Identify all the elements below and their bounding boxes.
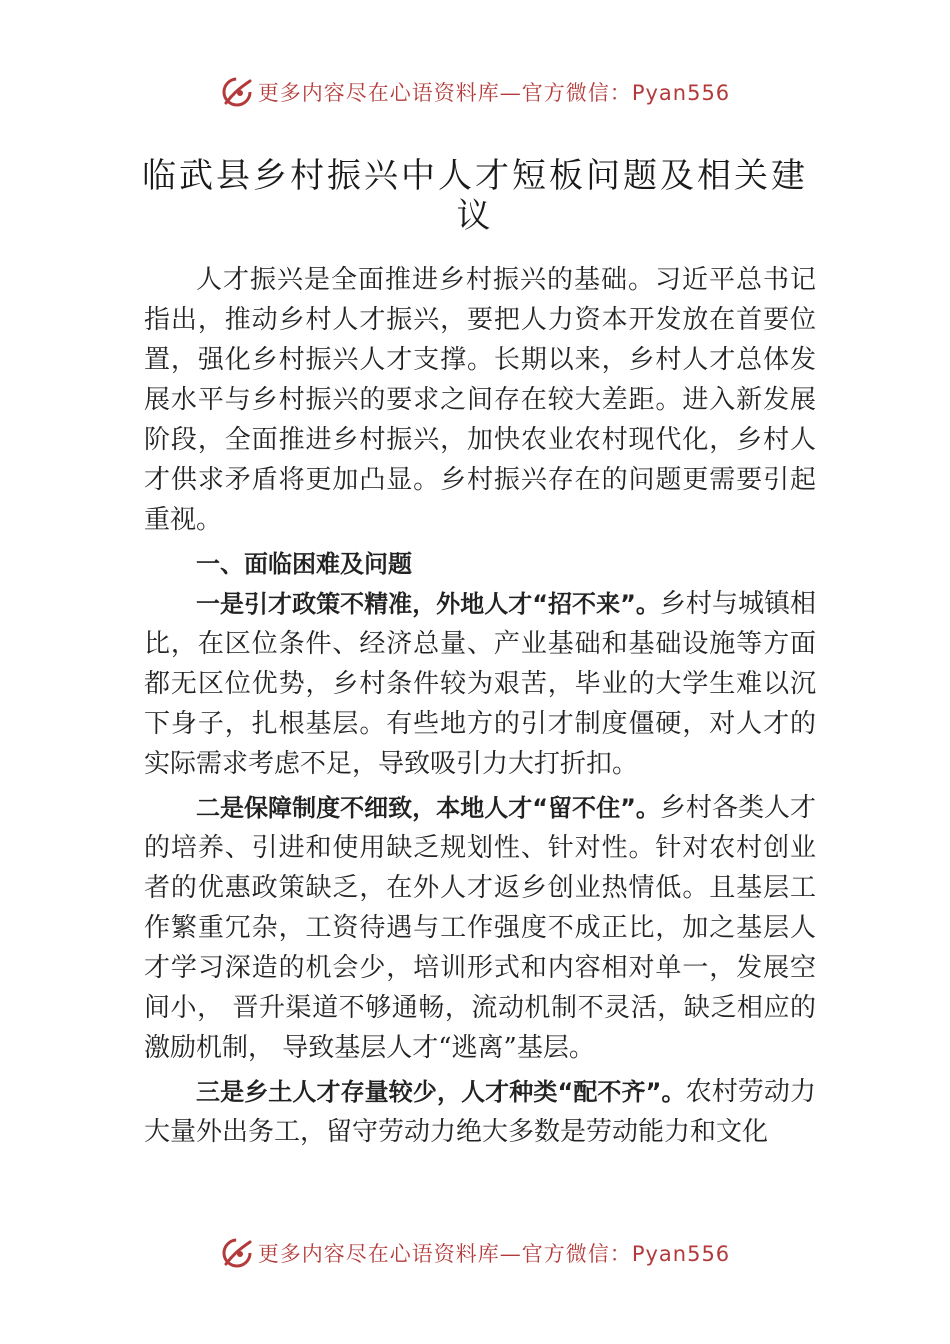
point-lead-1: 一是引才政策不精准，外地人才“招不来”。 <box>196 590 660 618</box>
document-body <box>144 260 816 1152</box>
brush-circle-logo-icon <box>220 75 254 109</box>
intro-paragraph: 人才振兴是全面推进乡村振兴的基础。习近平总书记指出，推动乡村人才振兴，要把人力资本开发放在首要位置，强化乡村振兴人才支撑。长期以来，乡村人才总体发展水平与乡村振兴的要求之间存在较大差距。进入新发展阶段，全面推进乡村振兴，加快农业农村现代化，乡村人才供求矛盾将更加凸显。乡村振兴存在的问题更需要引起重视。 <box>144 265 816 535</box>
document-title: 临武县乡村振兴中人才短板问题及相关建议 <box>142 155 808 236</box>
point-paragraph-3 <box>144 1072 816 1152</box>
header-watermark <box>0 72 950 112</box>
watermark-text: 更多内容尽在心语资料库—官方微信：Pyan556 <box>257 1242 731 1266</box>
point-paragraph-1 <box>144 584 816 784</box>
point-body-2: 乡村各类人才的培养、引进和使用缺乏规划性、针对性。针对农村创业者的优惠政策缺乏，在外人才返乡创业热情低。且基层工作繁重冗杂，工资待遇与工作强度不成正比，加之基层人才学习深造的机会少，培训形式和内容相对单一，发展空间小， 晋升渠道不够通畅，流动机制不灵活，缺乏相应的激励机制， 导致基层人才“逃离”基层。 <box>144 793 816 1063</box>
watermark-text: 更多内容尽在心语资料库—官方微信：Pyan556 <box>257 81 731 105</box>
point-body-3: 农村劳动力大量外出务工，留守劳动力绝大多数是劳动能力和文化 <box>144 1077 816 1147</box>
point-lead-3: 三是乡土人才存量较少，人才种类“配不齐”。 <box>196 1078 686 1106</box>
brush-circle-logo-icon <box>220 1236 254 1270</box>
footer-watermark <box>0 1233 950 1273</box>
watermark-wechat-id: Pyan556 <box>631 1242 731 1266</box>
point-body-1: 乡村与城镇相比，在区位条件、经济总量、产业基础和基础设施等方面都无区位优势，乡村条件较为艰苦，毕业的大学生难以沉下身子，扎根基层。有些地方的引才制度僵硬，对人才的实际需求考虑不足，导致吸引力大打折扣。 <box>144 589 816 779</box>
section-heading: 一、面临困难及问题 <box>196 550 412 578</box>
point-lead-2: 二是保障制度不细致，本地人才“留不住”。 <box>196 794 660 822</box>
watermark-wechat-id: Pyan556 <box>631 81 731 105</box>
point-paragraph-2 <box>144 788 816 1068</box>
